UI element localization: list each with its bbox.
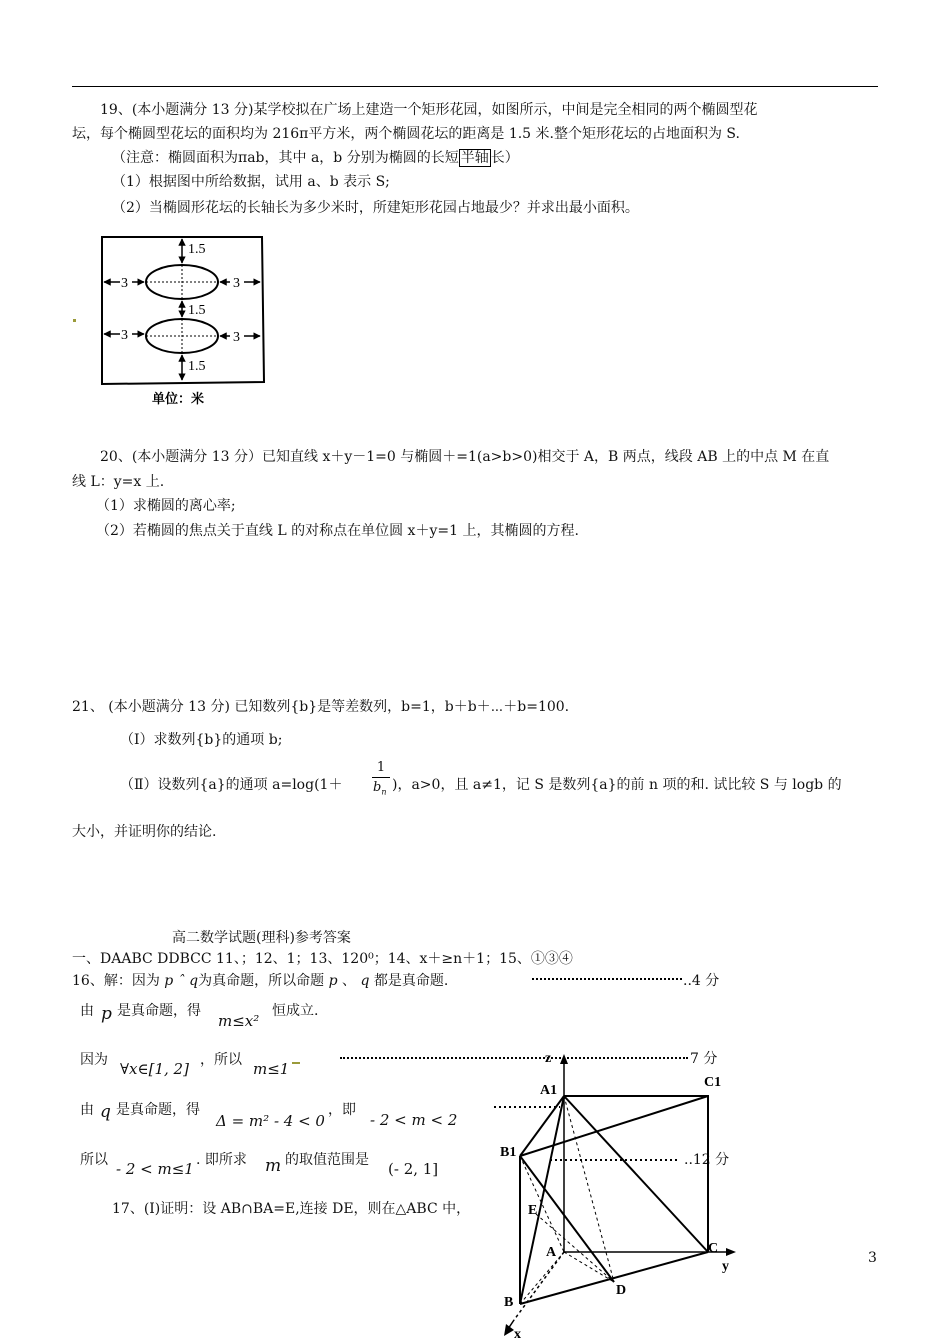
score-4: ..4 分 (683, 973, 720, 989)
answers-title: 高二数学试题(理科)参考答案 (172, 930, 351, 946)
q19-part1: （1）根据图中所给数据，试用 a、b 表示 S; (112, 174, 390, 190)
q21-frac-den (373, 780, 386, 801)
q16-mid: 为真命题，所以命题 (198, 973, 325, 989)
q16-sep: 、 (341, 973, 356, 989)
answers-line1: 一、DAABC DDBCC 11、；12、1；13、120⁰；14、x＋≥n＋1；15、①③④ (72, 951, 573, 967)
label-C1: C1 (704, 1075, 722, 1090)
q21-frac-den-sub: n (381, 787, 387, 797)
l2-tail: 恒成立. (272, 1003, 319, 1019)
x-axis-arrow (504, 1324, 514, 1336)
l2-text: 是真命题，得 (117, 1003, 201, 1019)
q21-frac-num: 1 (376, 760, 386, 775)
label-C: C (708, 1241, 719, 1256)
q21-frac-den-b: b (373, 780, 382, 795)
l4-text: 是真命题，得 (116, 1102, 200, 1118)
label-y: y (722, 1259, 729, 1274)
l2-expr: m≤x² (218, 1012, 260, 1030)
leader-dots-4 (532, 978, 682, 980)
l3-expr: ∀x∈[1, 2] (120, 1060, 189, 1078)
hidden-B-A (520, 1252, 564, 1304)
edge-B1-C1 (520, 1096, 708, 1156)
label-side-right-bottom: 3 (233, 330, 240, 345)
label-side-left-bottom: 3 (121, 328, 128, 343)
q16-head (72, 971, 448, 991)
label-A: A (546, 1245, 557, 1260)
label-x: x (514, 1327, 521, 1340)
q19-note-post: 长） (490, 150, 519, 166)
label-side-left-top: 3 (121, 276, 128, 291)
l4-ji: ，即 (328, 1102, 356, 1118)
edge-B1-D (520, 1156, 614, 1282)
q21-line1: 21、 (本小题满分 13 分) 已知数列{b}是等差数列，b=1，b＋b＋⋯＋b=100. (72, 699, 570, 715)
l4-res: - 2 < m < 2 (370, 1111, 458, 1129)
l5-m: m (265, 1156, 282, 1176)
l2-you: 由 (80, 1003, 94, 1019)
q19-line2: 坛，每个椭圆型花坛的面积均为 216π平方米，两个椭圆花坛的距离是 1.5 米.整个矩形花坛的占地面积为 S. (72, 126, 740, 142)
l4-you: 由 (80, 1102, 94, 1118)
l4-expr: Δ = m² - 4 < 0 (216, 1112, 325, 1130)
label-z: z (545, 1051, 552, 1066)
q17-line: 17、(Ⅰ)证明：设 AB∩BA=E,连接 DE，则在△ABC 中， (112, 1201, 471, 1217)
l3-res: m≤1 (253, 1060, 290, 1078)
x-axis-hidden (514, 1252, 564, 1320)
label-D: D (616, 1283, 627, 1298)
unit-label: 单位：米 (152, 391, 205, 406)
label-B1: B1 (500, 1145, 517, 1160)
q19-note (112, 148, 519, 168)
score-7: 7 分 (690, 1051, 718, 1067)
q19-part2: （2）当椭圆形花坛的长轴长为多少米时，所建矩形花园占地最少？并求出最小面积。 (112, 200, 639, 216)
garden-figure (70, 230, 280, 415)
l5-mid: . 即所求 (196, 1152, 247, 1168)
q21-frac-bar (372, 777, 390, 778)
q21-part2-pre: （Ⅱ）设数列{a}的通项 a=log(1＋ (120, 777, 343, 793)
stray-mark-2 (292, 1062, 300, 1064)
l5-range-text: 的取值范围是 (285, 1152, 369, 1168)
prism-figure (490, 1040, 750, 1340)
garden-rectangle (102, 237, 264, 384)
hidden-A-D (564, 1252, 614, 1282)
q16-p: p (328, 973, 338, 989)
l5-so: 所以 (80, 1152, 108, 1168)
label-side-right-top: 3 (233, 276, 240, 291)
l3-because: 因为 (80, 1052, 108, 1068)
q16-head-text: 16、解：因为 (72, 973, 160, 989)
q16-pq: p ˆ q (164, 973, 199, 989)
q20-line1: 20、(本小题满分 13 分）已知直线 x＋y－1=0 与椭圆＋=1(a>b>0)相交于 A，B 两点，线段 AB 上的中点 M 在直 (100, 449, 830, 465)
page-number: 3 (868, 1250, 877, 1266)
q21-part2-post: )，a>0，且 a≠1，记 S 是数列{a}的前 n 项的和. 试比较 S 与 logb 的 (392, 777, 842, 793)
label-E: E (528, 1203, 538, 1218)
q19-note-boxed: 半轴 (460, 150, 489, 166)
q21-part1: （Ⅰ）求数列{b}的通项 b; (120, 732, 283, 748)
label-gap-middle: 1.5 (188, 303, 206, 318)
q20-line2: 线 L：y=x 上. (72, 474, 165, 490)
q20-part1: （1）求椭圆的离心率; (96, 498, 236, 514)
label-gap-bottom: 1.5 (188, 359, 206, 374)
q19-line1: 19、(本小题满分 13 分)某学校拟在广场上建造一个矩形花园，如图所示，中间是完全相同的两个椭圆型花 (100, 102, 758, 118)
z-axis-arrow (560, 1054, 568, 1064)
q16-q: q (360, 973, 370, 989)
l4-q: q (100, 1102, 111, 1122)
label-A1: A1 (540, 1083, 558, 1098)
l3-so: ，所以 (200, 1052, 242, 1068)
q20-part2: （2）若椭圆的焦点关于直线 L 的对称点在单位圆 x＋y=1 上，其椭圆的方程. (96, 523, 579, 539)
y-axis-arrow (726, 1248, 736, 1256)
label-B: B (504, 1295, 514, 1310)
l2-p: p (101, 1004, 112, 1024)
top-rule (72, 86, 878, 87)
l5-range: (- 2, 1] (388, 1160, 439, 1178)
stray-mark (73, 319, 76, 322)
l5-expr: - 2 < m≤1 (116, 1160, 194, 1178)
q19-note-pre: （注意：椭圆面积为πab，其中 a，b 分别为椭圆的长短 (112, 150, 459, 166)
q21-line3: 大小，并证明你的结论. (72, 824, 217, 840)
q16-tail: 都是真命题. (373, 973, 449, 989)
label-gap-top: 1.5 (188, 242, 206, 257)
score-12: ..12 分 (684, 1152, 730, 1168)
